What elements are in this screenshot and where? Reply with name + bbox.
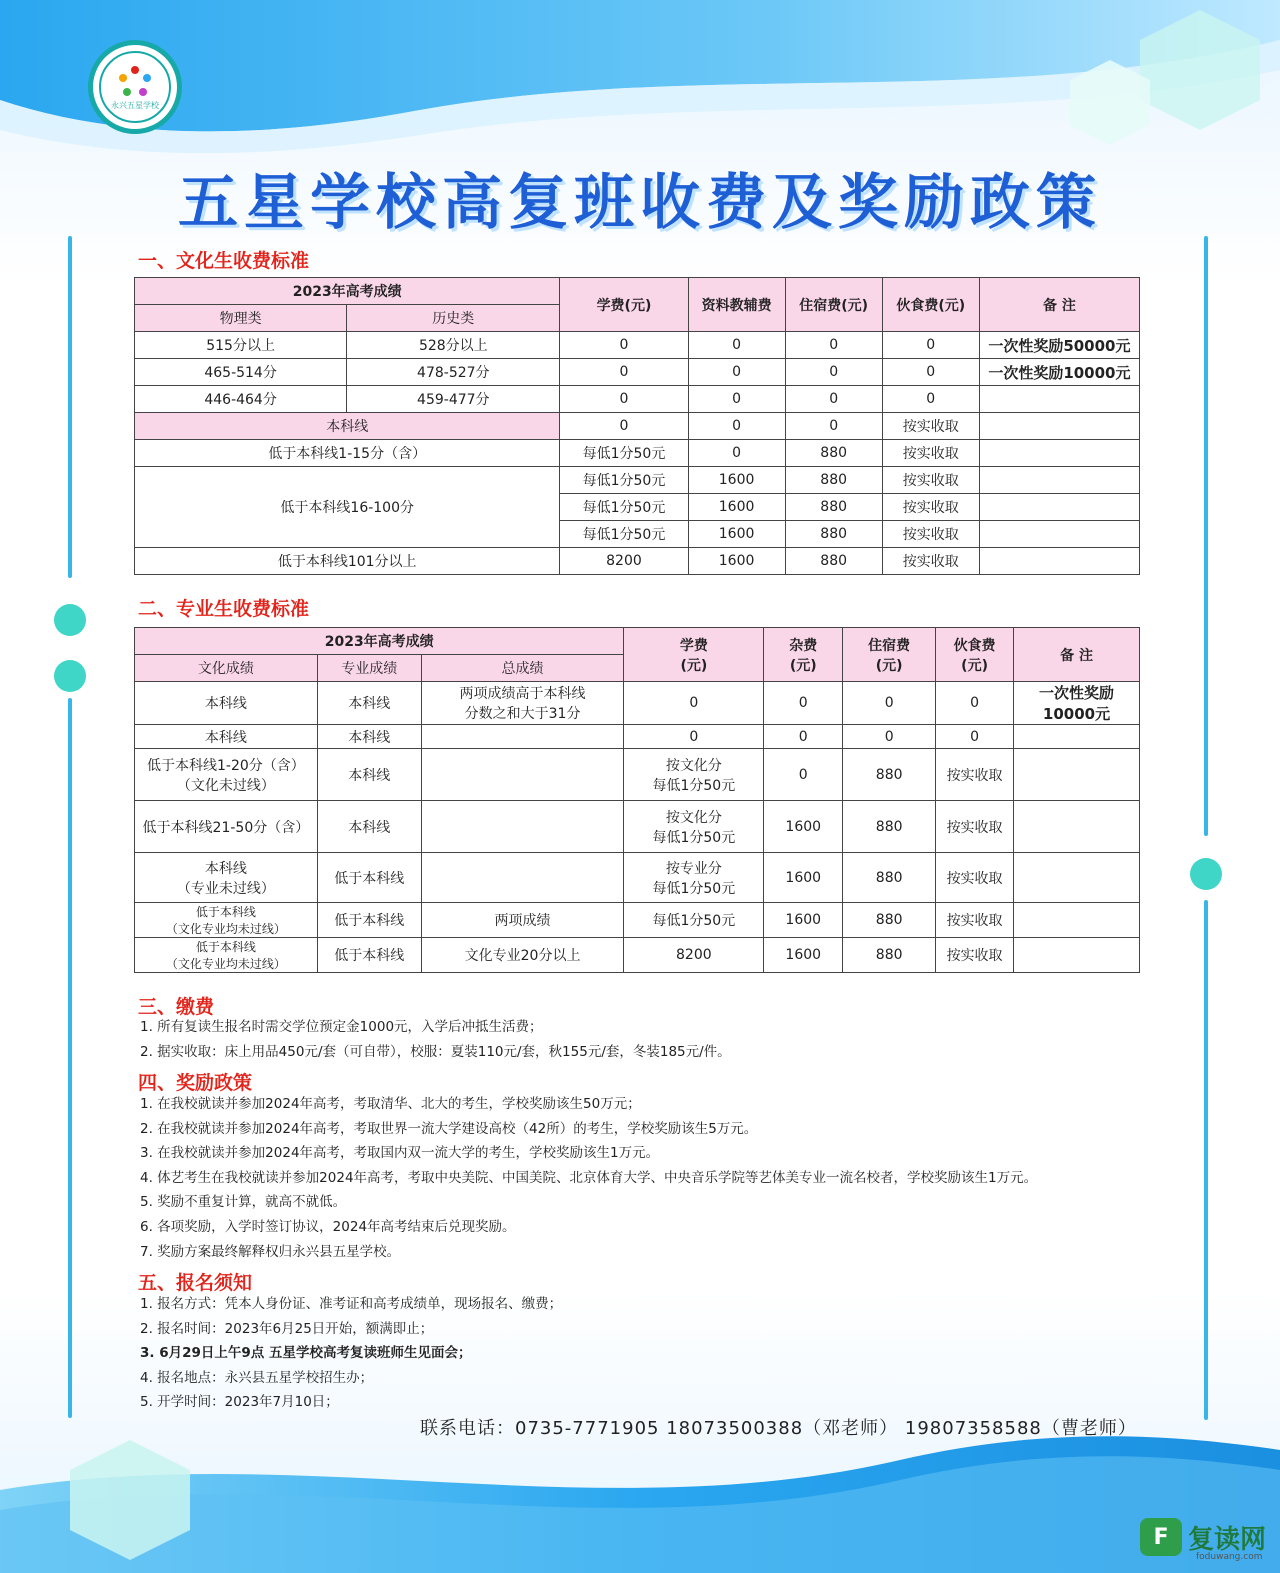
table-cell: 0 bbox=[785, 332, 882, 359]
table-cell: 低于本科线 bbox=[317, 903, 421, 938]
table-row bbox=[135, 801, 1140, 853]
table-cell: 478-527分 bbox=[347, 359, 560, 386]
table-row bbox=[135, 853, 1140, 903]
brand-url: foduwang.com bbox=[1196, 1552, 1263, 1562]
table-cell: 1600 bbox=[764, 853, 843, 903]
table-cell-note bbox=[1014, 903, 1140, 938]
table-cell: 0 bbox=[560, 332, 688, 359]
table-cell: 459-477分 bbox=[347, 386, 560, 413]
table-cell: 低于本科线 bbox=[317, 938, 421, 973]
list-item: 6. 各项奖励，入学时签订协议，2024年高考结束后兑现奖励。 bbox=[140, 1218, 516, 1235]
decor-dot bbox=[1190, 858, 1222, 890]
table-cell: 0 bbox=[882, 332, 979, 359]
table-cell bbox=[421, 853, 624, 903]
list-item: 2. 在我校就读并参加2024年高考，考取世界一流大学建设高校（42所）的考生，学校奖励该生5万元。 bbox=[140, 1120, 758, 1137]
table-cell: 0 bbox=[843, 725, 936, 749]
table-cell: 880 bbox=[785, 467, 882, 494]
table-cell: 低于本科线1-20分（含） （文化未过线） bbox=[135, 749, 318, 801]
table-cell: 0 bbox=[624, 682, 764, 725]
table-header: 伙食费 (元) bbox=[936, 628, 1014, 682]
table-subheader: 历史类 bbox=[347, 305, 560, 332]
table-header: 住宿费 (元) bbox=[843, 628, 936, 682]
table-cell-note bbox=[1014, 725, 1140, 749]
right-divider-line-2 bbox=[1204, 900, 1208, 1420]
page-title: 五星学校高复班收费及奖励政策 bbox=[178, 168, 1102, 238]
table-cell: 两项成绩高于本科线 分数之和大于31分 bbox=[421, 682, 624, 725]
table-row bbox=[135, 332, 1140, 359]
list-item: 1. 所有复读生报名时需交学位预定金1000元，入学后冲抵生活费； bbox=[140, 1019, 543, 1035]
table-cell: 按实收取 bbox=[882, 548, 979, 575]
table-header: 杂费 (元) bbox=[764, 628, 843, 682]
table-cell: 880 bbox=[785, 440, 882, 467]
watermark-brand bbox=[1140, 1518, 1266, 1556]
table-cell: 低于本科线101分以上 bbox=[135, 548, 560, 575]
table-cell: 本科线 bbox=[317, 682, 421, 725]
table-cell: 880 bbox=[785, 521, 882, 548]
table-cell: 1600 bbox=[764, 938, 843, 973]
section3-title: 三、缴费 bbox=[138, 996, 215, 1018]
table-cell: 0 bbox=[936, 682, 1014, 725]
table-cell-note: 一次性奖励50000元 bbox=[979, 332, 1139, 359]
payment-list bbox=[140, 1015, 731, 1064]
table-cell bbox=[421, 749, 624, 801]
table-cell: 0 bbox=[764, 749, 843, 801]
top-wave-decoration bbox=[0, 0, 1280, 170]
table-cell: 按实收取 bbox=[882, 494, 979, 521]
table-row bbox=[135, 359, 1140, 386]
table-cell: 8200 bbox=[560, 548, 688, 575]
table-cell: 528分以上 bbox=[347, 332, 560, 359]
table-cell: 本科线 bbox=[135, 413, 560, 440]
table-header: 备 注 bbox=[1014, 628, 1140, 682]
table-cell: 每低1分50元 bbox=[560, 521, 688, 548]
table-cell: 按实收取 bbox=[936, 853, 1014, 903]
table-cell-note bbox=[1014, 749, 1140, 801]
table-cell-note bbox=[979, 413, 1139, 440]
table-cell bbox=[421, 801, 624, 853]
table-cell: 880 bbox=[785, 548, 882, 575]
table-header: 学费 (元) bbox=[624, 628, 764, 682]
table-cell: 低于本科线 （文化专业均未过线） bbox=[135, 938, 318, 973]
registration-list bbox=[140, 1292, 562, 1415]
list-item: 5. 奖励不重复计算，就高不就低。 bbox=[140, 1194, 347, 1211]
table-subheader: 文化成绩 bbox=[135, 655, 318, 682]
table-cell: 880 bbox=[843, 801, 936, 853]
table-cell: 446-464分 bbox=[135, 386, 347, 413]
table-cell-note bbox=[979, 548, 1139, 575]
section4-title: 四、奖励政策 bbox=[138, 1072, 253, 1094]
decor-dot bbox=[54, 604, 86, 636]
culture-fee-table bbox=[134, 277, 1140, 575]
table-cell: 0 bbox=[764, 725, 843, 749]
table-cell: 0 bbox=[560, 413, 688, 440]
table-row bbox=[135, 548, 1140, 575]
table-cell: 1600 bbox=[688, 521, 785, 548]
table-subheader: 总成绩 bbox=[421, 655, 624, 682]
star-people-icon bbox=[115, 64, 155, 98]
table-cell: 0 bbox=[764, 682, 843, 725]
section5-title: 五、报名须知 bbox=[138, 1272, 253, 1294]
logo-text: 永兴五星学校 bbox=[111, 100, 159, 110]
table-cell: 0 bbox=[785, 413, 882, 440]
table-cell: 低于本科线1-15分（含） bbox=[135, 440, 560, 467]
left-divider-line bbox=[68, 236, 72, 578]
table-cell-note bbox=[979, 440, 1139, 467]
table-cell: 每低1分50元 bbox=[560, 467, 688, 494]
table-cell: 0 bbox=[785, 359, 882, 386]
reward-list bbox=[140, 1092, 1037, 1264]
table-cell: 按专业分 每低1分50元 bbox=[624, 853, 764, 903]
table-cell: 880 bbox=[843, 749, 936, 801]
table-cell: 按实收取 bbox=[936, 938, 1014, 973]
bottom-wave-decoration bbox=[0, 1400, 1280, 1573]
left-divider-line-2 bbox=[68, 698, 72, 1418]
table-row bbox=[135, 440, 1140, 467]
table-cell: 0 bbox=[688, 386, 785, 413]
table-cell: 0 bbox=[843, 682, 936, 725]
table-cell: 按文化分 每低1分50元 bbox=[624, 749, 764, 801]
table-cell-note bbox=[1014, 801, 1140, 853]
table-cell: 880 bbox=[843, 903, 936, 938]
table-cell: 0 bbox=[624, 725, 764, 749]
table-cell: 按实收取 bbox=[882, 413, 979, 440]
table-cell-note bbox=[1014, 853, 1140, 903]
table-cell-note: 一次性奖励10000元 bbox=[979, 359, 1139, 386]
table-cell: 0 bbox=[785, 386, 882, 413]
table-cell: 本科线 bbox=[317, 725, 421, 749]
list-item: 1. 报名方式：凭本人身份证、准考证和高考成绩单，现场报名、缴费； bbox=[140, 1296, 563, 1312]
decor-dot bbox=[54, 660, 86, 692]
table-cell: 按实收取 bbox=[882, 521, 979, 548]
table-cell: 按实收取 bbox=[936, 903, 1014, 938]
table-row bbox=[135, 749, 1140, 801]
table-cell: 每低1分50元 bbox=[624, 903, 764, 938]
table-cell: 0 bbox=[688, 413, 785, 440]
table-cell: 0 bbox=[882, 386, 979, 413]
table-row bbox=[135, 938, 1140, 973]
table-cell-note bbox=[979, 494, 1139, 521]
table-cell: 低于本科线 （文化专业均未过线） bbox=[135, 903, 318, 938]
table-cell: 低于本科线16-100分 bbox=[135, 467, 560, 548]
table-cell: 每低1分50元 bbox=[560, 440, 688, 467]
list-item: 2. 报名时间：2023年6月25日开始，额满即止； bbox=[140, 1320, 434, 1337]
table-cell: 1600 bbox=[688, 494, 785, 521]
right-divider-line bbox=[1204, 236, 1208, 836]
table-cell: 本科线 bbox=[135, 725, 318, 749]
table-header: 学费(元) bbox=[560, 278, 688, 332]
list-item: 1. 在我校就读并参加2024年高考，考取清华、北大的考生，学校奖励该生50万元； bbox=[140, 1096, 641, 1112]
table-cell: 0 bbox=[882, 359, 979, 386]
table-cell: 按文化分 每低1分50元 bbox=[624, 801, 764, 853]
table-row bbox=[135, 413, 1140, 440]
table-header-group: 2023年高考成绩 bbox=[135, 628, 624, 655]
table-cell-note bbox=[979, 467, 1139, 494]
table-cell: 本科线 （专业未过线） bbox=[135, 853, 318, 903]
art-fee-table bbox=[134, 627, 1140, 973]
table-cell: 880 bbox=[843, 938, 936, 973]
list-item: 4. 报名地点：永兴县五星学校招生办； bbox=[140, 1369, 374, 1386]
table-cell-note bbox=[1014, 938, 1140, 973]
table-cell: 880 bbox=[843, 853, 936, 903]
table-cell: 1600 bbox=[764, 801, 843, 853]
table-cell bbox=[421, 725, 624, 749]
table-cell: 465-514分 bbox=[135, 359, 347, 386]
table-cell: 本科线 bbox=[135, 682, 318, 725]
table-cell: 文化专业20分以上 bbox=[421, 938, 624, 973]
school-logo bbox=[88, 40, 182, 134]
table-cell: 按实收取 bbox=[936, 749, 1014, 801]
table-header: 伙食费(元) bbox=[882, 278, 979, 332]
brand-logo-icon: F bbox=[1140, 1518, 1182, 1556]
table-cell-note: 一次性奖励 10000元 bbox=[1014, 682, 1140, 725]
table-row bbox=[135, 467, 1140, 494]
table-cell-note bbox=[979, 386, 1139, 413]
list-item: 2. 据实收取：床上用品450元/套（可自带），校服：夏装110元/套，秋155元/套，冬装185元/件。 bbox=[140, 1043, 731, 1060]
table-cell: 0 bbox=[688, 359, 785, 386]
list-item: 5. 开学时间：2023年7月10日； bbox=[140, 1394, 339, 1411]
table-cell: 1600 bbox=[688, 467, 785, 494]
list-item: 4. 体艺考生在我校就读并参加2024年高考，考取中央美院、中国美院、北京体育大学、中央音乐学院等艺体美专业一流名校者，学校奖励该生1万元。 bbox=[140, 1169, 1038, 1186]
table-cell: 每低1分50元 bbox=[560, 494, 688, 521]
section2-title: 二、专业生收费标准 bbox=[138, 598, 310, 620]
list-item: 3. 在我校就读并参加2024年高考，考取国内双一流大学的考生，学校奖励该生1万元。 bbox=[140, 1145, 660, 1162]
table-cell: 低于本科线 bbox=[317, 853, 421, 903]
table-cell: 0 bbox=[688, 332, 785, 359]
table-subheader: 专业成绩 bbox=[317, 655, 421, 682]
section1-title: 一、文化生收费标准 bbox=[138, 250, 310, 272]
table-row bbox=[135, 725, 1140, 749]
table-cell: 0 bbox=[936, 725, 1014, 749]
table-cell: 8200 bbox=[624, 938, 764, 973]
table-header: 备 注 bbox=[979, 278, 1139, 332]
school-logo-icon bbox=[99, 51, 171, 123]
table-cell: 1600 bbox=[688, 548, 785, 575]
table-cell: 1600 bbox=[764, 903, 843, 938]
table-header: 资料教辅费 bbox=[688, 278, 785, 332]
table-header: 住宿费(元) bbox=[785, 278, 882, 332]
table-row bbox=[135, 903, 1140, 938]
table-subheader: 物理类 bbox=[135, 305, 347, 332]
table-cell: 0 bbox=[560, 386, 688, 413]
table-cell: 按实收取 bbox=[882, 467, 979, 494]
table-cell: 880 bbox=[785, 494, 882, 521]
table-cell: 本科线 bbox=[317, 801, 421, 853]
list-item: 7. 奖励方案最终解释权归永兴县五星学校。 bbox=[140, 1243, 401, 1260]
table-row bbox=[135, 386, 1140, 413]
table-cell: 两项成绩 bbox=[421, 903, 624, 938]
table-header-group: 2023年高考成绩 bbox=[135, 278, 560, 305]
table-cell: 0 bbox=[688, 440, 785, 467]
table-cell: 515分以上 bbox=[135, 332, 347, 359]
brand-name: 复读网 bbox=[1188, 1524, 1267, 1555]
table-cell: 0 bbox=[560, 359, 688, 386]
table-cell: 按实收取 bbox=[882, 440, 979, 467]
table-cell: 本科线 bbox=[317, 749, 421, 801]
table-cell-note bbox=[979, 521, 1139, 548]
contact-info: 联系电话：0735-7771905 18073500388（邓老师） 19807358588（曹老师） bbox=[420, 1418, 1137, 1439]
table-cell: 低于本科线21-50分（含） bbox=[135, 801, 318, 853]
table-row bbox=[135, 682, 1140, 725]
table-cell: 按实收取 bbox=[936, 801, 1014, 853]
list-item: 3. 6月29日上午9点 五星学校高考复读班师生见面会； bbox=[140, 1345, 472, 1362]
